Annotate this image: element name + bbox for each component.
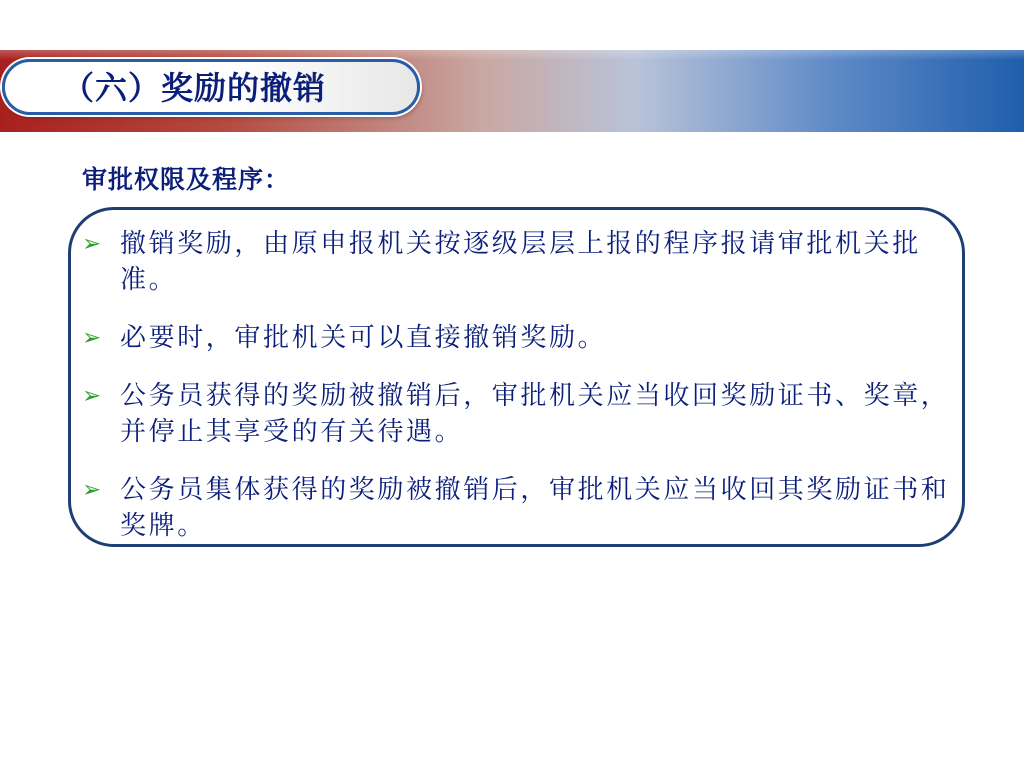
- green-arrow-bullet-icon: ➢: [82, 231, 104, 257]
- section-subheading: 审批权限及程序：: [82, 165, 291, 194]
- green-arrow-bullet-icon: ➢: [82, 383, 104, 409]
- bullet-item: [80, 378, 950, 450]
- bullet-item: [80, 320, 950, 356]
- bullet-item: [80, 226, 950, 298]
- green-arrow-bullet-icon: ➢: [82, 325, 104, 351]
- bullet-list: [80, 226, 950, 566]
- green-arrow-bullet-icon: ➢: [82, 477, 104, 503]
- slide-title: （六）奖励的撤销: [62, 69, 327, 107]
- bullet-item: [80, 472, 950, 544]
- bullet-text: 公务员集体获得的奖励被撤销后，审批机关应当收回其奖励证书和奖牌。: [120, 475, 950, 541]
- bullet-text: 撤销奖励，由原申报机关按逐级层层上报的程序报请审批机关批准。: [120, 229, 921, 295]
- bullet-text: 公务员获得的奖励被撤销后，审批机关应当收回奖励证书、奖章，并停止其享受的有关待遇。: [120, 381, 950, 447]
- bullet-text: 必要时，审批机关可以直接撤销奖励。: [120, 323, 607, 353]
